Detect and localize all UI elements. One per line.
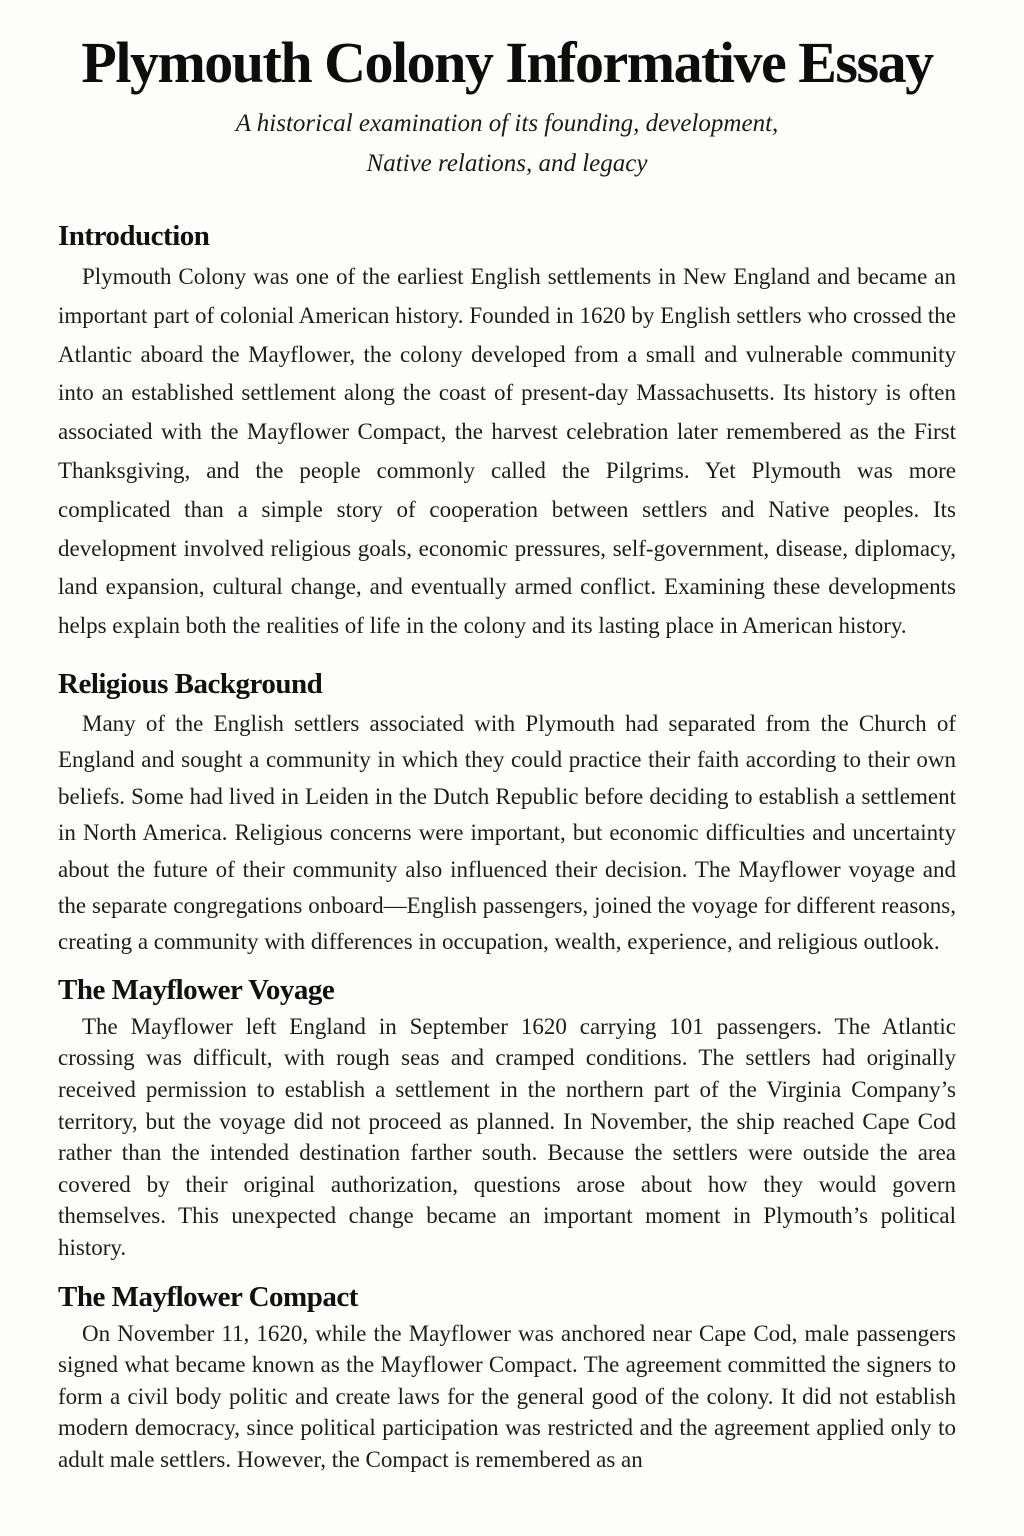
paragraph-religious-background: Many of the English settlers associated with Plymouth had separated from the Church of England and sought a community in which they could practice their faith according to their own beliefs. Some had lived in Leiden in the Dutch Republic before deciding to establish a settlement in North America. Religious concerns were important, but economic difficulties and uncertainty about the future of their community also influenced their decision. The Mayflower voyage and the separate congregations onboard—English passengers, joined the voyage for different reasons, creating a community with differences in occupation, wealth, experience, and religious outlook. — [58, 710, 956, 955]
subtitle-line-1: A historical examination of its founding, development, — [235, 110, 779, 137]
section-mayflower-voyage — [58, 971, 956, 1264]
section-heading-mayflower-compact: The Mayflower Compact — [58, 1280, 358, 1313]
section-heading-mayflower-voyage: The Mayflower Voyage — [58, 973, 335, 1006]
paragraph-mayflower-voyage: The Mayflower left England in September 1620 carrying 101 passengers. The Atlantic crossing was difficult, with rough seas and cramped conditions. The settlers had originally received permission to establish a settlement in the northern part of the Virginia Company’s territory, but the voyage did not proceed as planned. In November, the ship reached Cape Cod rather than the intended destination farther south. Because the settlers were outside the area covered by their original authorization, questions arose about how they would govern themselves. This unexpected change became an important moment in Plymouth’s political history. — [58, 1013, 956, 1260]
subtitle-line-2: Native relations, and legacy — [366, 150, 648, 177]
section-introduction — [58, 216, 956, 646]
essay-page — [58, 28, 956, 1476]
section-mayflower-compact — [58, 1278, 956, 1476]
essay-title: Plymouth Colony Informative Essay — [81, 30, 933, 95]
section-heading-introduction: Introduction — [58, 220, 210, 252]
section-religious-background — [58, 664, 956, 961]
essay-subtitle — [58, 104, 956, 184]
section-heading-religious-background: Religious Background — [58, 667, 323, 700]
paragraph-mayflower-compact: On November 11, 1620, while the Mayflower was anchored near Cape Cod, male passengers signed what became known as the Mayflower Compact. The agreement committed the signers to form a civil body politic and create laws for the general good of the colony. It did not establish modern democracy, since political participation was restricted and the agreement applied only to adult male settlers. However, the Compact is remembered as an — [58, 1320, 956, 1472]
paragraph-introduction: Plymouth Colony was one of the earliest English settlements in New England and became an important part of colonial American history. Founded in 1620 by English settlers who crossed the Atlantic aboard the Mayflower, the colony developed from a small and vulnerable community into an established settlement along the coast of present-day Massachusetts. Its history is often associated with the Mayflower Compact, the harvest celebration later remembered as the First Thanksgiving, and the people commonly called the Pilgrims. Yet Plymouth was more complicated than a simple story of cooperation between settlers and Native peoples. Its development involved religious goals, economic pressures, self-government, disease, diplomacy, land expansion, cultural change, and eventually armed conflict. Examining these developments helps explain both the realities of life in the colony and its lasting place in American history. — [58, 264, 956, 639]
